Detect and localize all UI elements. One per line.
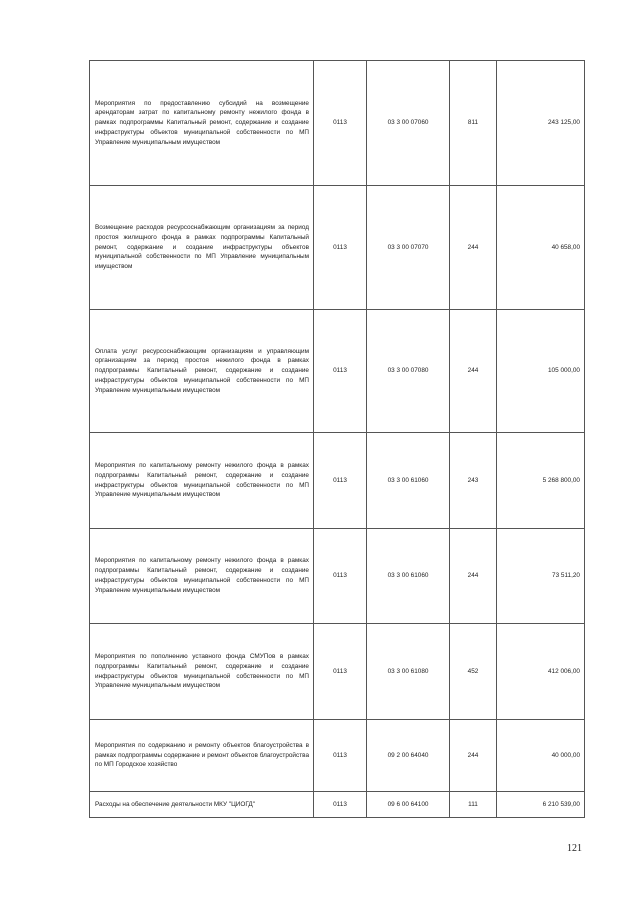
row-expense-type: 244 bbox=[450, 720, 497, 792]
table-row bbox=[90, 186, 585, 310]
table-row bbox=[90, 310, 585, 433]
row-section-code: 0113 bbox=[314, 720, 367, 792]
row-amount: 73 511,20 bbox=[497, 529, 585, 624]
row-expense-type: 111 bbox=[450, 792, 497, 818]
row-target-article: 03 3 00 61060 bbox=[367, 529, 450, 624]
row-target-article: 03 3 00 07060 bbox=[367, 61, 450, 186]
row-amount: 412 006,00 bbox=[497, 624, 585, 720]
row-target-article: 09 2 00 64040 bbox=[367, 720, 450, 792]
row-expense-type: 243 bbox=[450, 433, 497, 529]
row-section-code: 0113 bbox=[314, 792, 367, 818]
row-target-article: 03 3 00 61060 bbox=[367, 433, 450, 529]
row-section-code: 0113 bbox=[314, 310, 367, 433]
row-description: Мероприятия по капитальному ремонту нежилого фонда в рамках подпрограммы Капитальный ремонт, содержание и создание инфраструктуры объектов муниципальной собственности по МП Управление муниципальным имуществом bbox=[90, 529, 314, 624]
row-section-code: 0113 bbox=[314, 186, 367, 310]
page-number: 121 bbox=[567, 843, 582, 854]
row-expense-type: 244 bbox=[450, 310, 497, 433]
row-target-article: 03 3 00 07080 bbox=[367, 310, 450, 433]
row-section-code: 0113 bbox=[314, 624, 367, 720]
budget-table bbox=[89, 60, 585, 818]
row-amount: 40 658,00 bbox=[497, 186, 585, 310]
row-description: Мероприятия по предоставлению субсидий на возмещение арендаторам затрат по капитальному ремонту нежилого фонда в рамках подпрограммы Капитальный ремонт, содержание и создание инфраструктуры объектов муниципальной собственности по МП Управление муниципальным имуществом bbox=[90, 61, 314, 186]
row-expense-type: 811 bbox=[450, 61, 497, 186]
row-description: Мероприятия по пополнению уставного фонда СМУПов в рамках подпрограммы Капитальный ремонт, содержание и создание инфраструктуры объектов муниципальной собственности по МП Управление муниципальным имуществом bbox=[90, 624, 314, 720]
table-row bbox=[90, 433, 585, 529]
table-row bbox=[90, 529, 585, 624]
row-amount: 105 000,00 bbox=[497, 310, 585, 433]
row-expense-type: 244 bbox=[450, 186, 497, 310]
row-target-article: 09 6 00 64100 bbox=[367, 792, 450, 818]
row-description: Расходы на обеспечение деятельности МКУ "ЦИОГД" bbox=[90, 792, 314, 818]
row-expense-type: 244 bbox=[450, 529, 497, 624]
table-row bbox=[90, 792, 585, 818]
table-row bbox=[90, 720, 585, 792]
row-section-code: 0113 bbox=[314, 433, 367, 529]
row-description: Возмещение расходов ресурсоснабжающим организациям за период простоя жилищного фонда в рамках подпрограммы Капитальный ремонт, содержание и создание инфраструктуры объектов муниципальной собственности по МП Управление муниципальным имуществом bbox=[90, 186, 314, 310]
row-description: Оплата услуг ресурсоснабжающим организациям и управляющим организациям за период простоя нежилого фонда в рамках подпрограммы Капитальный ремонт, содержание и создание инфраструктуры объектов муниципальной собственности по МП Управление муниципальным имуществом bbox=[90, 310, 314, 433]
row-section-code: 0113 bbox=[314, 529, 367, 624]
row-amount: 6 210 539,00 bbox=[497, 792, 585, 818]
row-target-article: 03 3 00 07070 bbox=[367, 186, 450, 310]
row-amount: 40 000,00 bbox=[497, 720, 585, 792]
row-amount: 243 125,00 bbox=[497, 61, 585, 186]
row-expense-type: 452 bbox=[450, 624, 497, 720]
table-row bbox=[90, 61, 585, 186]
row-section-code: 0113 bbox=[314, 61, 367, 186]
table-row bbox=[90, 624, 585, 720]
row-description: Мероприятия по капитальному ремонту нежилого фонда в рамках подпрограммы Капитальный ремонт, содержание и создание инфраструктуры объектов муниципальной собственности по МП Управление муниципальным имуществом bbox=[90, 433, 314, 529]
row-description: Мероприятия по содержанию и ремонту объектов благоустройства в рамках подпрограммы содержание и ремонт объектов благоустройства по МП Городское хозяйство bbox=[90, 720, 314, 792]
row-target-article: 03 3 00 61080 bbox=[367, 624, 450, 720]
row-amount: 5 268 800,00 bbox=[497, 433, 585, 529]
